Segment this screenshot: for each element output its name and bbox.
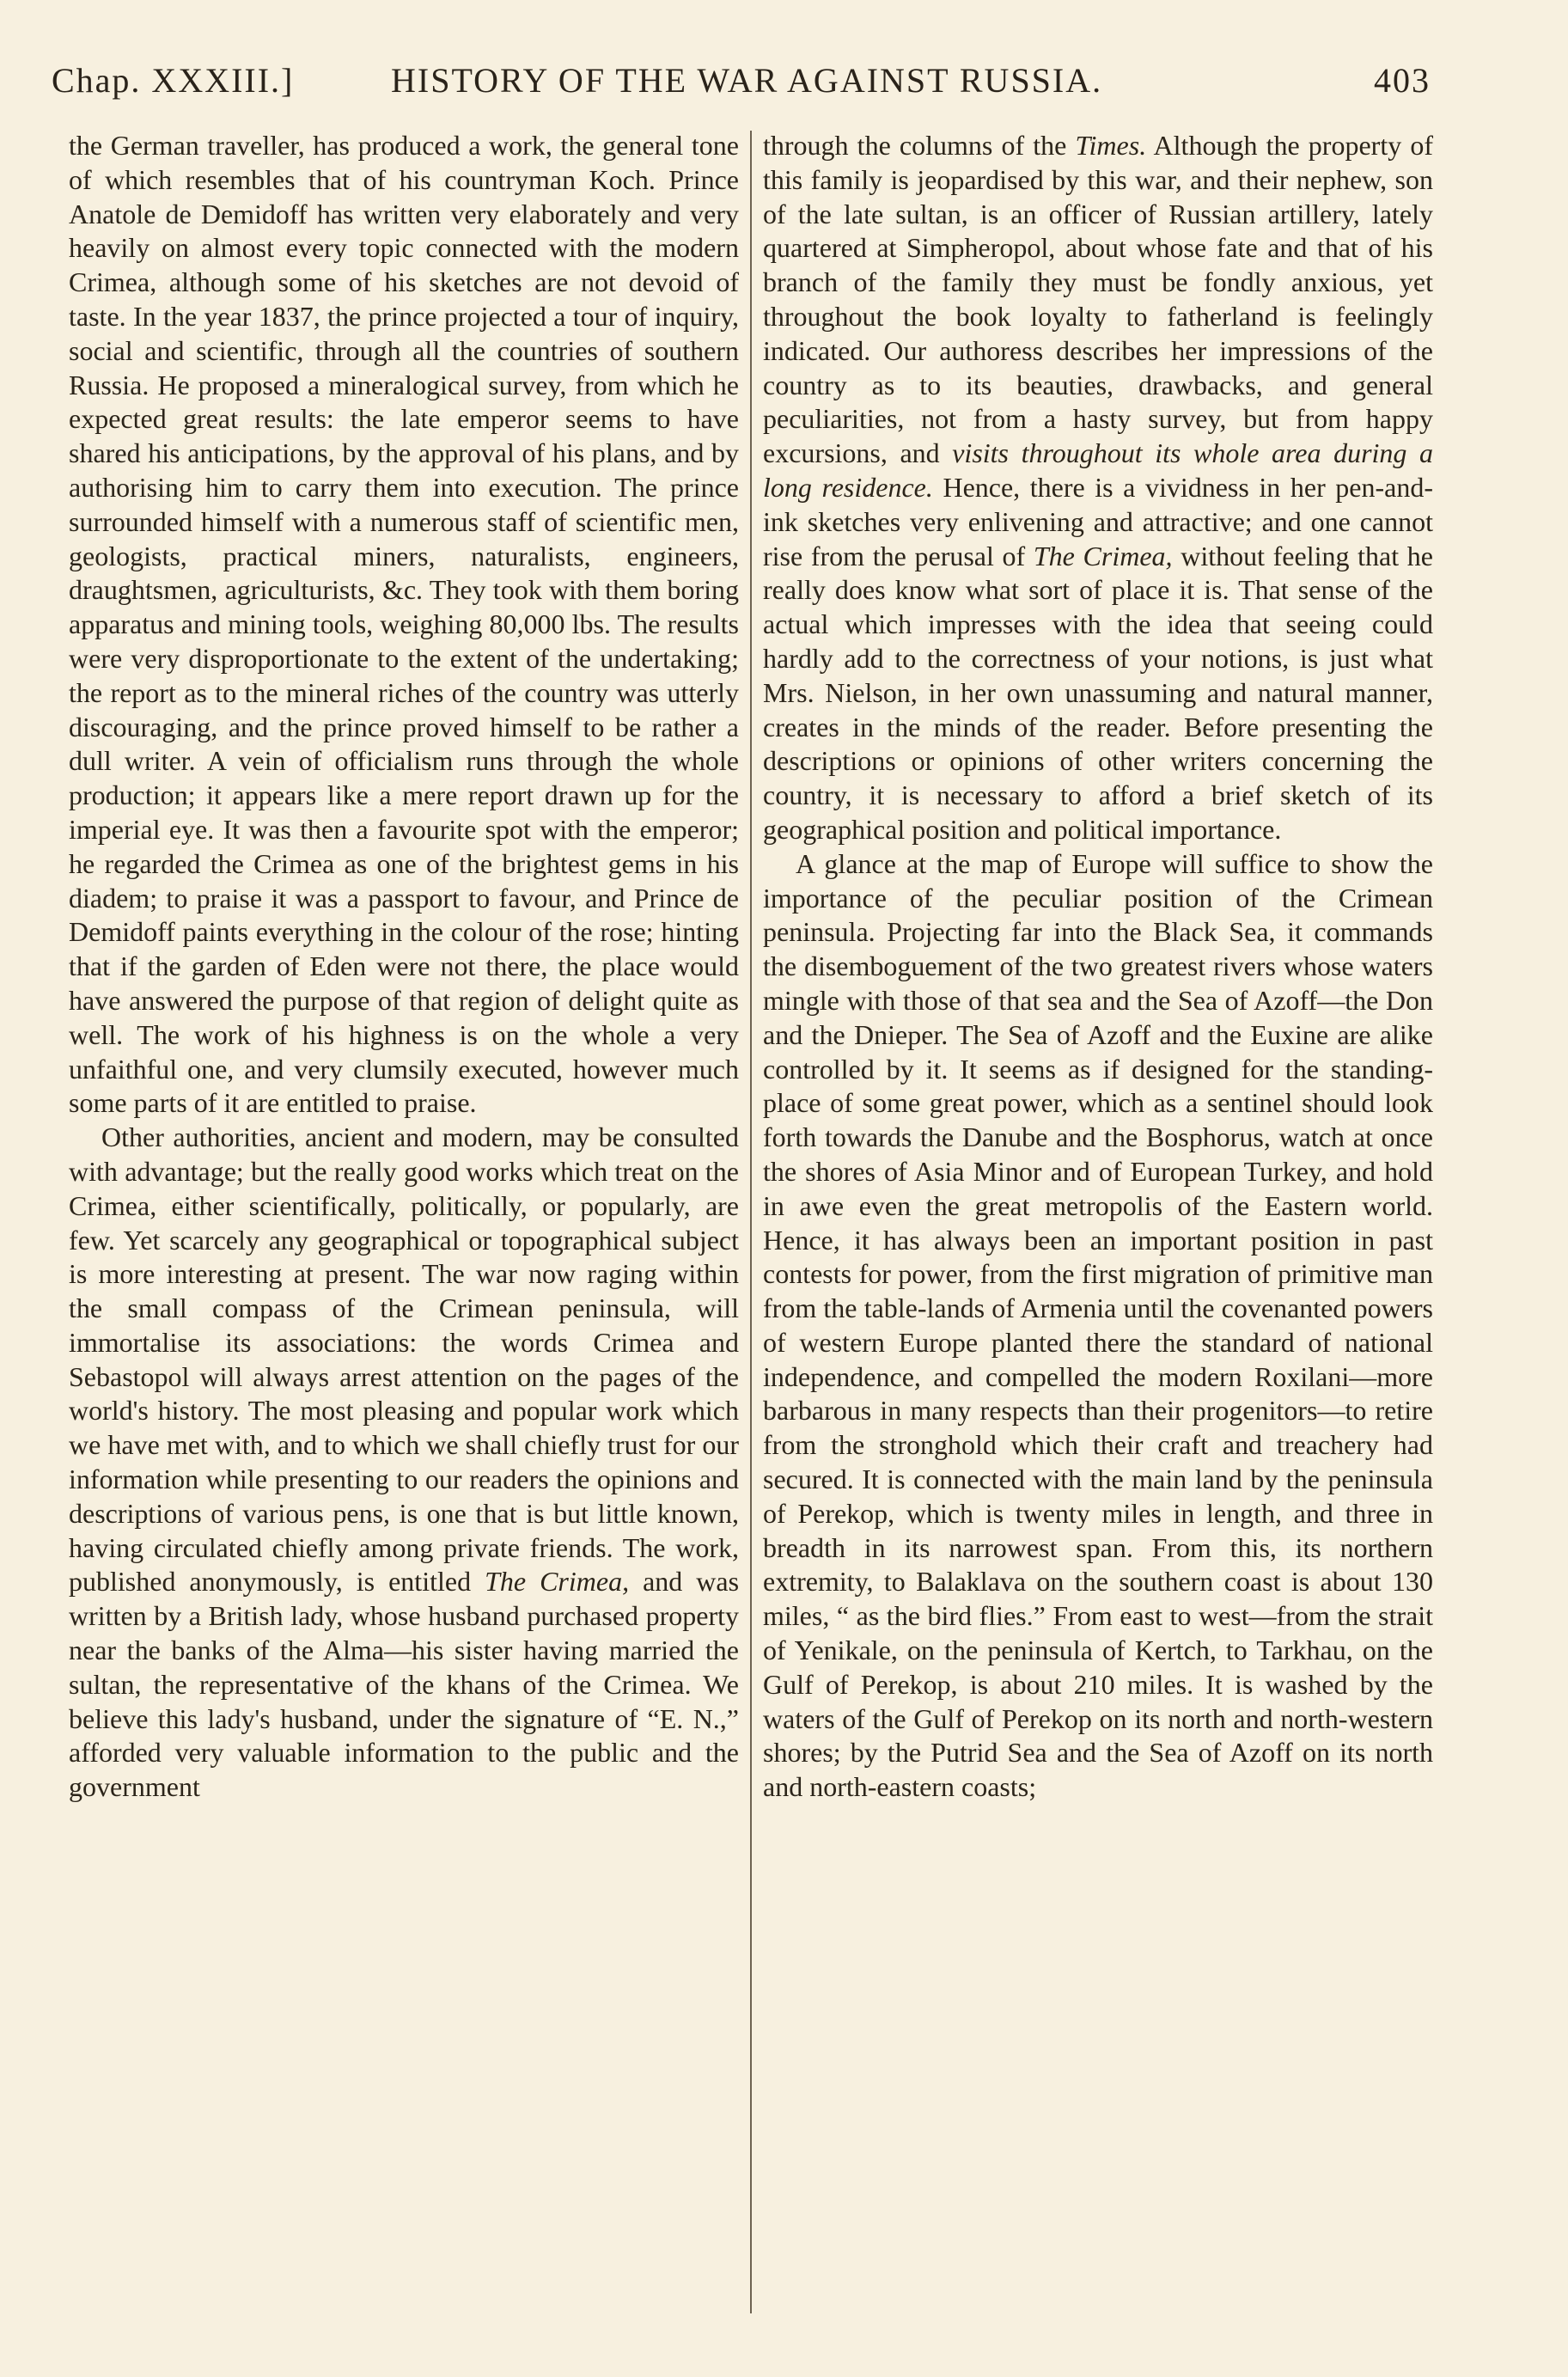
newspaper-title: Times. [1075, 130, 1147, 161]
left-column [69, 129, 739, 1805]
text-run: Although the property of this family is jeopardised by this war, and their nephew, son of the late sultan, is an officer of Russian artillery, lately quartered at Simpheropol, about whose fate and that of his branch of the family they must be fondly anxious, yet throughout the book loyalty to fatherland is feelingly indicated. Our authoress describes her impressions of the country as to its beauties, drawbacks, and general peculiarities, not from a hasty survey, but from happy excursions, and [763, 130, 1434, 469]
text-run: and was written by a British lady, whose husband purchased property near the banks of the Alma—his sister having married the sultan, the representative of the khans of the Crimea. We believe this lady's husband, under the signature of “E. N.,” afforded very valuable information to the public and the government [69, 1566, 740, 1803]
book-title: The Crimea, [1033, 540, 1173, 571]
text-run: Hence, there is a vividness in her pen-and-ink sketches very enlivening and attractive; and one cannot rise from the perusal of [763, 471, 1434, 571]
text-run: Other authorities, ancient and modern, may be consulted with advantage; but the really good works which treat on the Crimea, either scientifically, politically, or popularly, are few. Yet scarcely any geographical or topographical subject is more interesting at present. The war now raging within the small compass of the Crimean peninsula, will immortalise its associations: the words Crimea and Sebastopol will always arrest attention on the pages of the world's history. The most pleasing and popular work which we have met with, and to which we shall chiefly trust for our information while presenting to our readers the opinions and descriptions of various pens, is one that is but little known, having circulated chiefly among private friends. The work, published anonymously, is entitled [69, 1121, 739, 1598]
paragraph: the German traveller, has produced a work, the general tone of which resembles that of his countryman Koch. Prince Anatole de Demidoff has written very elaborately and very heavily on almost every topic connected with the modern Crimea, although some of his sketches are not devoid of taste. In the year 1837, the prince projected a tour of inquiry, social and scientific, through all the countries of southern Russia. He proposed a mineralogical survey, from which he expected great results: the late emperor seems to have shared his anticipations, by the approval of his plans, and by authorising him to carry them into execution. The prince surrounded himself with a numerous staff of scientific men, geologists, practical miners, naturalists, engineers, draughtsmen, agriculturists, &c. They took with them boring apparatus and mining tools, weighing 80,000 lbs. The results were very disproportionate to the extent of the undertaking; the report as to the mineral riches of the country was utterly discouraging, and the prince proved himself to be rather a dull writer. A vein of officialism runs through the whole production; it appears like a mere report drawn up for the imperial eye. It was then a favourite spot with the emperor; he regarded the Crimea as one of the brightest gems in his diadem; to praise it was a passport to favour, and Prince de Demidoff paints everything in the colour of the rose; hinting that if the garden of Eden were not there, the place would have answered the purpose of that region of delight quite as well. The work of his highness is on the whole a very unfaithful one, and very clumsily executed, however much some parts of it are entitled to praise. [69, 130, 739, 1119]
paragraph [763, 129, 1433, 847]
book-title: The Crimea, [485, 1566, 630, 1598]
column-divider [750, 131, 752, 2313]
running-header [52, 60, 1431, 112]
running-title: HISTORY OF THE WAR AGAINST RUSSIA. [391, 61, 1103, 100]
paragraph [69, 1121, 739, 1805]
right-column [763, 129, 1433, 1805]
paragraph: A glance at the map of Europe will suffice to show the importance of the peculiar position of the Crimean peninsula. Projecting far into the Black Sea, it commands the disemboguement of the two greatest rivers whose waters mingle with those of that sea and the Sea of Azoff—the Don and the Dnieper. The Sea of Azoff and the Euxine are alike controlled by it. It seems as if designed for the standing-place of some great power, which as a sentinel should look forth towards the Danube and the Bosphorus, watch at once the shores of Asia Minor and of European Turkey, and hold in awe even the great metropolis of the Eastern world. Hence, it has always been an important position in past contests for power, from the first migration of primitive man from the table-lands of Armenia until the covenanted powers of western Europe planted there the standard of national independence, and compelled the modern Roxilani—more barbarous in many respects than their progenitors—to retire from the stronghold which their craft and treachery had secured. It is connected with the main land by the peninsula of Perekop, which is twenty miles in length, and three in breadth in its narrowest span. From this, its northern extremity, to Balaklava on the southern coast is about 130 miles, “ as the bird flies.” From east to west—from the strait of Yenikale, on the peninsula of Kertch, to Tarkhau, on the Gulf of Perekop, is about 210 miles. It is washed by the waters of the Gulf of Perekop on its north and north-western shores; by the Putrid Sea and the Sea of Azoff on its north and north-eastern coasts; [763, 847, 1433, 1803]
emphasis: visits throughout its whole area during a long residence. [763, 437, 1433, 503]
text-run: without feeling that he really does know what sort of place it is. That sense of the actual which impresses with the idea that seeing could hardly add to the correctness of your notions, is just what Mrs. Nielson, in her own unassuming and natural manner, creates in the minds of the reader. Before presenting the descriptions or opinions of other writers concerning the country, it is necessary to afford a brief sketch of its geographical position and political importance. [763, 540, 1434, 845]
chapter-label: Chap. XXXIII.] [52, 61, 295, 100]
text-run: through the columns of the [763, 130, 1076, 161]
page-number: 403 [1374, 61, 1431, 100]
